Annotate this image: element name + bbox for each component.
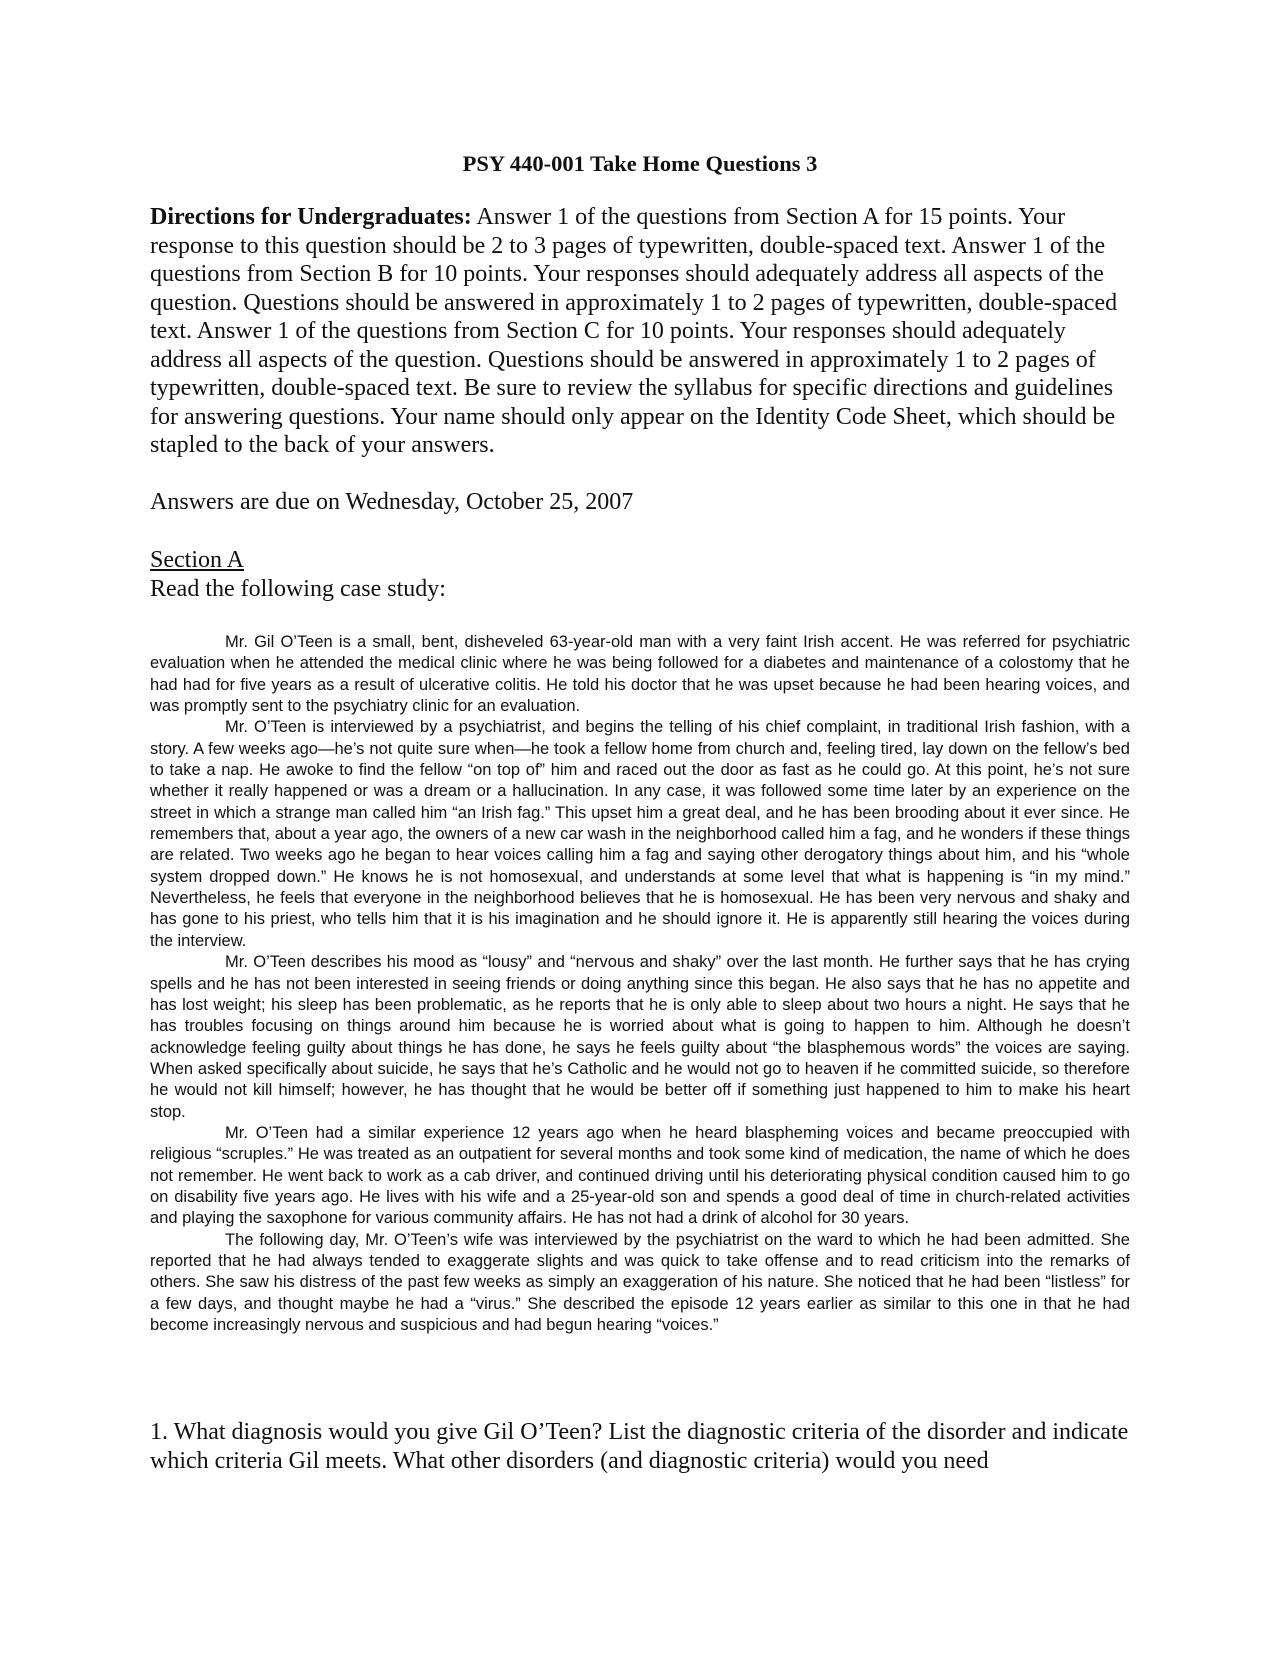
case-paragraph: The following day, Mr. O’Teen’s wife was interviewed by the psychiatrist on the ward to which he had been admitted. She reported that he had always tended to exaggerate slights and was quick to take offense and to read criticism into the remarks of others. She saw his distress of the past few weeks as simply an exaggeration of his nature. She noticed that he had been “listless” for a few days, and thought maybe he had a “virus.” She described the episode 12 years earlier as similar to this one in that he had become increasingly nervous and suspicious and had begun hearing “voices.” — [150, 1230, 1130, 1334]
section-intro: Read the following case study: — [150, 575, 446, 602]
question-1: 1. What diagnosis would you give Gil O’Teen? List the diagnostic criteria of the disorder and indicate which criteria Gil meets. What other disorders (and diagnostic criteria) would you need — [150, 1419, 1129, 1474]
directions-label: Directions for Undergraduates: — [150, 204, 472, 230]
case-paragraph: Mr. O’Teen describes his mood as “lousy” and “nervous and shaky” over the last month. He further says that he has crying spells and he has not been interested in seeing friends or doing anything since this began. He also says that he has no appetite and has lost weight; his sleep has been problematic, as he reports that he is only able to sleep about two hours a night. He says that he has troubles focusing on things around him because he is worried about what is going to happen to him. Although he doesn’t acknowledge feeling guilty about things he has done, he says he feels guilty about “the blasphemous words” the voices are saying. When asked specifically about suicide, he says that he’s Catholic and he would not go to heaven if he committed suicide, so therefore he would not kill himself; however, he has thought that he would be better off if something just happened to him to make his heart stop. — [150, 953, 1130, 1121]
case-paragraph: Mr. Gil O’Teen is a small, bent, disheveled 63-year-old man with a very faint Irish accent. He was referred for psychiatric evaluation when he attended the medical clinic where he was being followed for a diabetes and maintenance of a colostomy that he had had for five years as a result of ulcerative colitis. He told his doctor that he was upset because he had been hearing voices, and was promptly sent to the psychiatry clinic for an evaluation. — [150, 633, 1130, 716]
section-heading: Section A — [150, 547, 244, 573]
page-title: PSY 440-001 Take Home Questions 3 — [462, 151, 818, 176]
directions-text: Answer 1 of the questions from Section A for 15 points. Your response to this question should be 2 to 3 pages of typewritten, double-spaced text. Answer 1 of the questions from Section B for 10 points. Your responses should adequately address all aspects of the question. Questions should be answered in approximately 1 to 2 pages of typewritten, double-spaced text. Answer 1 of the questions from Section C for 10 points. Your responses should adequately address all aspects of the question. Questions should be answered in approximately 1 to 2 pages of typewritten, double-spaced text. Be sure to review the syllabus for specific directions and guidelines for answering questions. Your name should only appear on the Identity Code Sheet, which should be stapled to the back of your answers. — [150, 204, 1118, 458]
case-paragraph: Mr. O’Teen had a similar experience 12 years ago when he heard blaspheming voices and became preoccupied with religious “scruples.” He was treated as an outpatient for several months and took some kind of medication, the name of which he does not remember. He went back to work as a cab driver, and continued driving until his deteriorating physical condition caused him to go on disability five years ago. He lives with his wife and a 25-year-old son and spends a good deal of time in church-related activities and playing the saxophone for various community affairs. He has not had a drink of alcohol for 30 years. — [150, 1123, 1130, 1228]
due-date-line: Answers are due on Wednesday, October 25, 2007 — [150, 489, 634, 515]
directions-paragraph — [150, 203, 1130, 460]
case-study — [150, 632, 1130, 1336]
case-paragraph: Mr. O’Teen is interviewed by a psychiatrist, and begins the telling of his chief complaint, in traditional Irish fashion, with a story. A few weeks ago—he’s not quite sure when—he took a fellow home from church and, feeling tired, lay down on the fellow’s bed to take a nap. He awoke to find the fellow “on top of” him and raced out the door as fast as he could go. At this point, he’s not sure whether it really happened or was a dream or a hallucination. In any case, it was followed some time later by an experience on the street in which a strange man called him “an Irish fag.” This upset him a great deal, and he has been brooding about it ever since. He remembers that, about a year ago, the owners of a new car wash in the neighborhood called him a fag, and he wonders if these things are related. Two weeks ago he began to hear voices calling him a fag and saying other derogatory things about him, and his “whole system dropped down.” He knows he is not homosexual, and understands at some level that what is happening is “in my mind.” Nevertheless, he feels that everyone in the neighborhood believes that he is homosexual. He has been very nervous and shaky and has gone to his priest, who tells him that it is his imagination and he should ignore it. He is apparently still hearing the voices during the interview. — [150, 718, 1130, 950]
section-a-header — [150, 546, 1130, 603]
